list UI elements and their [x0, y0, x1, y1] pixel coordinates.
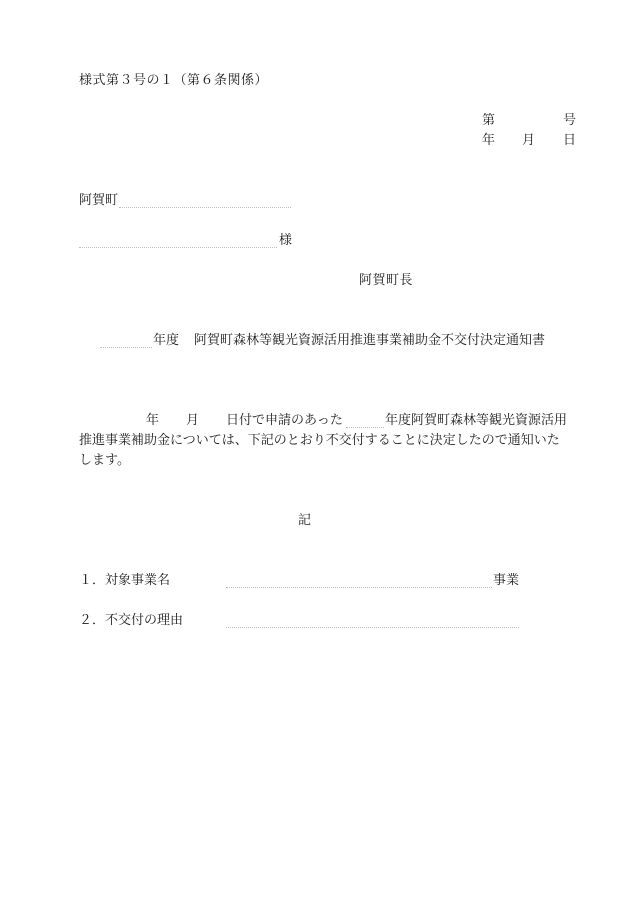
body-nendo-line: [346, 427, 384, 428]
date-month: 月: [522, 133, 536, 148]
ki-heading: 記: [298, 513, 312, 528]
form-label: 様式第３号の１（第６条関係）: [79, 73, 269, 88]
body-month: 月: [186, 413, 200, 428]
body-line2: 推進事業補助金については、下記のとおり不交付することに決定したので通知いた: [79, 433, 560, 448]
body-day-applied: 日付で申請のあった: [226, 413, 343, 428]
recipient-honorific: 様: [279, 233, 293, 248]
item-target-line: [226, 587, 492, 588]
body-line3: します。: [79, 453, 130, 468]
item-target-suffix: 事業: [493, 573, 520, 588]
issuer-name: 阿賀町長: [359, 273, 414, 288]
body-line1-end: 年度阿賀町森林等観光資源活用: [385, 413, 568, 428]
document-number-dai: 第: [482, 113, 496, 128]
recipient-town: 阿賀町: [79, 193, 119, 208]
document-title: 阿賀町森林等観光資源活用推進事業補助金不交付決定通知書: [194, 333, 546, 348]
title-year-line: [100, 347, 152, 348]
recipient-name-line: [79, 247, 277, 248]
body-year: 年: [146, 413, 160, 428]
date-year: 年: [482, 133, 496, 148]
document-number-go: 号: [563, 113, 577, 128]
item-reason-label: ２．不交付の理由: [79, 613, 184, 628]
date-day: 日: [563, 133, 577, 148]
recipient-address-line: [119, 207, 291, 208]
item-reason-line: [226, 627, 519, 628]
title-nendo: 年度: [153, 333, 180, 348]
item-target-label: １．対象事業名: [79, 573, 171, 588]
